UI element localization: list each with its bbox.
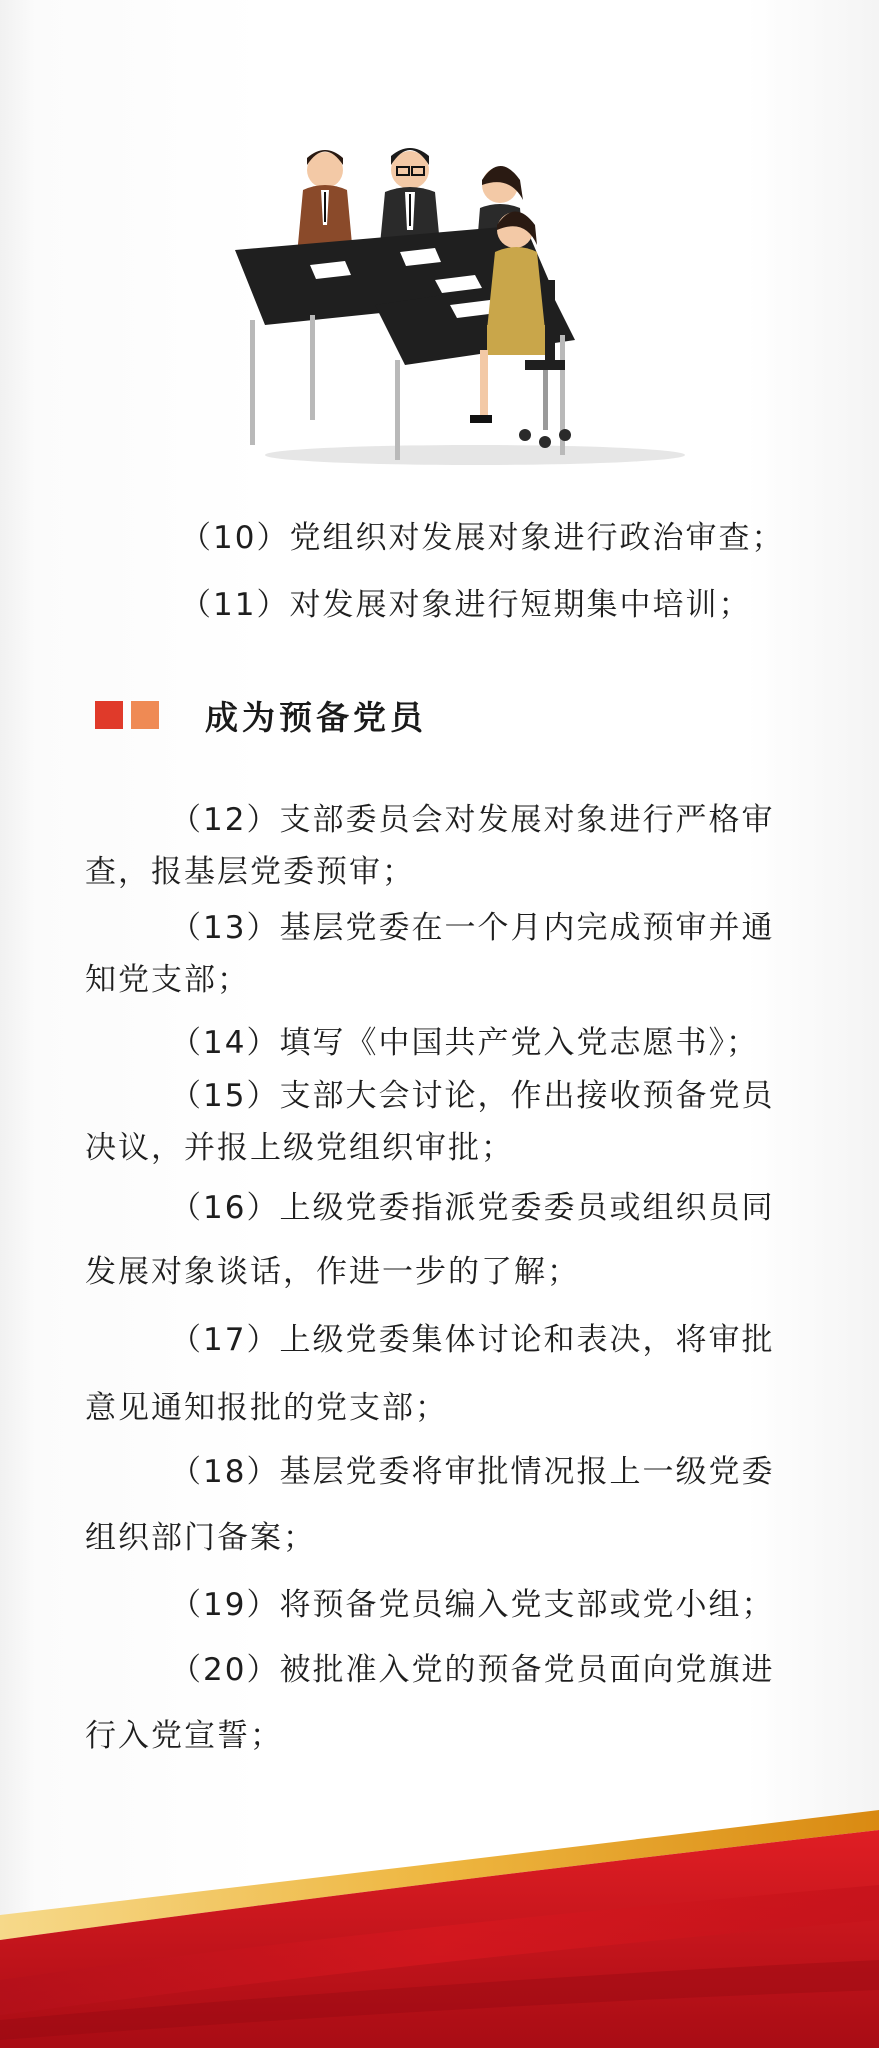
list-item-15 [170, 1076, 774, 1116]
list-item-13-cont [85, 960, 250, 1000]
item-text: 上级党委集体讨论和表决，将审批 [279, 1322, 775, 1358]
list-item-18 [170, 1452, 774, 1492]
item-text: 决议，并报上级党组织审批； [85, 1130, 514, 1166]
item-number: （20） [170, 1652, 280, 1688]
item-number: （12） [170, 802, 280, 838]
item-text: 上级党委指派党委委员或组织员同 [279, 1190, 775, 1226]
person-left [297, 150, 353, 255]
list-item-12 [170, 800, 774, 840]
item-text: 对发展对象进行短期集中培训； [289, 587, 752, 623]
item-number: （10） [180, 520, 290, 556]
item-text: 填写《中国共产党入党志愿书》； [279, 1025, 759, 1061]
item-number: （19） [170, 1587, 280, 1623]
item-text: 被批准入党的预备党员面向党旗进 [279, 1652, 775, 1688]
list-item-18-cont [85, 1518, 316, 1558]
list-item-11 [180, 585, 751, 625]
item-text: 查，报基层党委预审； [85, 854, 415, 890]
list-item-13 [170, 908, 774, 948]
list-item-12-cont [85, 852, 415, 892]
list-item-16 [170, 1188, 774, 1228]
list-item-20-cont [85, 1716, 283, 1756]
list-item-20 [170, 1650, 774, 1690]
item-text: 发展对象谈话，作进一步的了解； [85, 1254, 580, 1290]
item-number: （18） [170, 1454, 280, 1490]
item-number: （16） [170, 1190, 280, 1226]
item-text: 基层党委在一个月内完成预审并通 [279, 910, 775, 946]
list-item-14 [170, 1023, 759, 1063]
red-ribbon-decoration [0, 1790, 879, 2048]
item-number: （15） [170, 1078, 280, 1114]
item-text: 基层党委将审批情况报上一级党委 [279, 1454, 775, 1490]
meeting-illustration-icon [225, 130, 685, 475]
item-number: （17） [170, 1322, 280, 1358]
section-heading [95, 690, 427, 740]
item-number: （11） [180, 587, 290, 623]
list-item-17-cont [85, 1388, 448, 1428]
item-text: 将预备党员编入党支部或党小组； [279, 1587, 775, 1623]
item-text: 支部委员会对发展对象进行严格审 [279, 802, 775, 838]
list-item-19 [170, 1585, 774, 1625]
item-number: （14） [170, 1025, 280, 1061]
item-text: 意见通知报批的党支部； [85, 1390, 448, 1426]
list-item-16-cont [85, 1252, 580, 1292]
item-text: 党组织对发展对象进行政治审查； [289, 520, 785, 556]
item-number: （13） [170, 910, 280, 946]
item-text: 知党支部； [85, 962, 250, 998]
section-title: 成为预备党员 [205, 697, 427, 737]
orange-square-icon [131, 701, 159, 729]
item-text: 行入党宣誓； [85, 1718, 283, 1754]
red-square-icon [95, 701, 123, 729]
list-item-10 [180, 518, 784, 558]
list-item-15-cont [85, 1128, 514, 1168]
list-item-17 [170, 1320, 774, 1360]
item-text: 支部大会讨论，作出接收预备党员 [279, 1078, 775, 1114]
item-text: 组织部门备案； [85, 1520, 316, 1556]
